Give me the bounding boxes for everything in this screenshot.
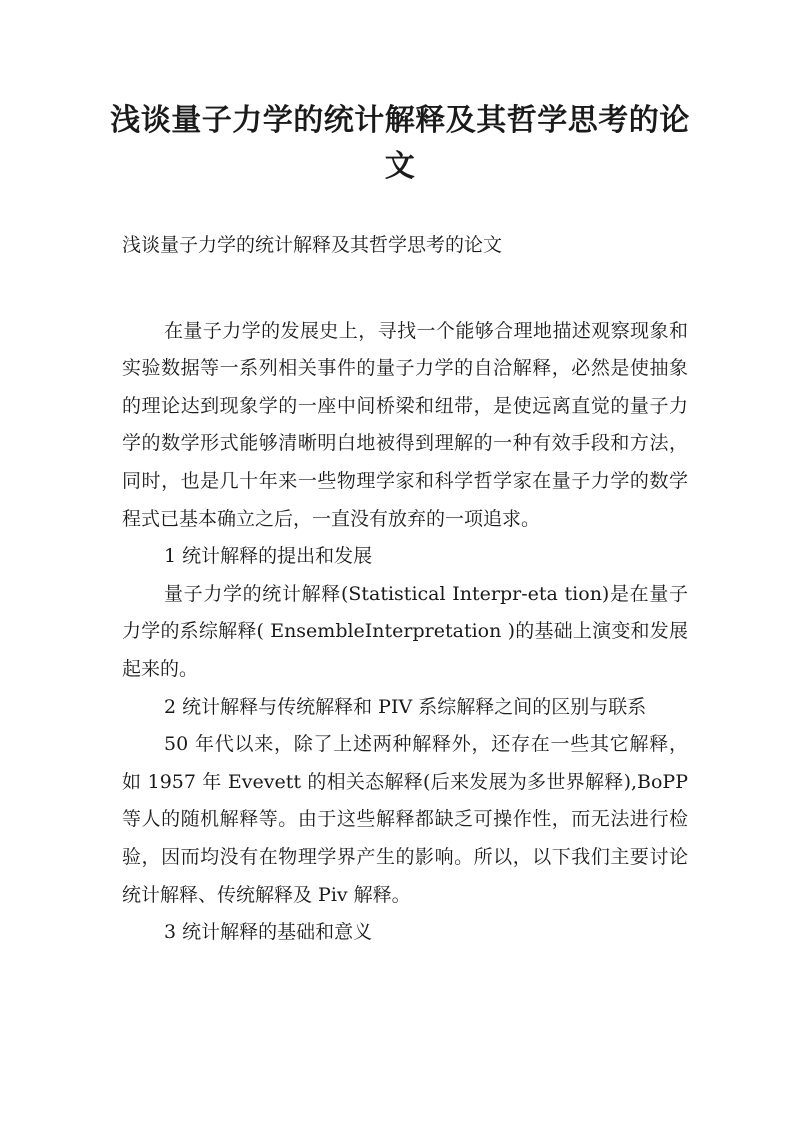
section-heading-2: 2 统计解释与传统解释和 PIV 系综解释之间的区别与联系 (164, 695, 647, 718)
document-body (122, 227, 688, 952)
section-2-paragraph: 50 年代以来，除了上述两种解释外，还存在一些其它解释，如 1957 年 Evevett 的相关态解释(后来发展为多世界解释),BoPP 等人的随机解释等。由于这些解释都缺乏可操作性，而无法进行检验，因而均没有在物理学界产生的影响。所以，以下我们主要讨论统计解释、传统解释及 Piv 解释。 (122, 733, 688, 906)
document-title: 浅谈量子力学的统计解释及其哲学思考的论文 (110, 103, 690, 184)
section-gap (122, 265, 688, 313)
section-heading-3: 3 统计解释的基础和意义 (164, 921, 373, 944)
section-1-paragraph: 量子力学的统计解释(Statistical Interpr-eta tion)是在量子力学的系综解释( EnsembleInterpretation )的基础上演变和发展起来的。 (122, 582, 688, 680)
intro-paragraph: 在量子力学的发展史上，寻找一个能够合理地描述观察现象和实验数据等一系列相关事件的量子力学的自洽解释，必然是使抽象的理论达到现象学的一座中间桥梁和纽带，是使远离直觉的量子力学的数学形式能够清晰明白地被得到理解的一种有效手段和方法，同时，也是几十年来一些物理学家和科学哲学家在量子力学的数学程式已基本确立之后，一直没有放弃的一项追求。 (122, 319, 688, 530)
document-subtitle: 浅谈量子力学的统计解释及其哲学思考的论文 (122, 234, 503, 256)
section-heading-1: 1 统计解释的提出和发展 (164, 545, 373, 568)
